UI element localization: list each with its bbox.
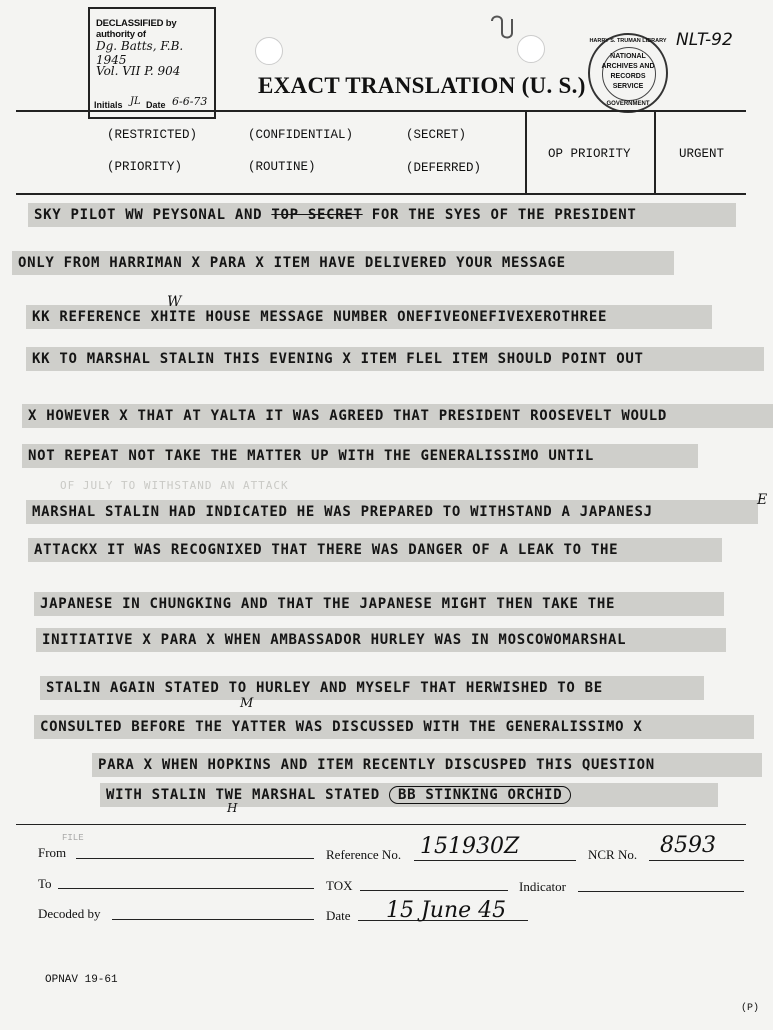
decoded-by-field <box>112 919 314 920</box>
message-line <box>12 251 674 275</box>
tox-field <box>360 890 508 891</box>
message-line-text: INITIATIVE X PARA X WHEN AMBASSADOR HURLEY WAS IN MOSCOWOMARSHAL <box>42 632 627 648</box>
page-mark: (P) <box>741 1003 760 1014</box>
tox-label: TOX <box>326 878 353 893</box>
message-line-text: CONSULTED BEFORE THE YATTER WAS DISCUSSED WITH THE GENERALISSIMO X <box>40 719 643 735</box>
message-line <box>36 628 726 652</box>
correction-w: W <box>167 294 182 310</box>
message-line <box>40 676 704 700</box>
ncr-label: NCR No. <box>588 847 638 862</box>
class-restricted: (RESTRICTED) <box>107 128 198 142</box>
message-line <box>26 500 758 524</box>
stamp-initials-label: Initials <box>94 100 123 110</box>
from-label: From <box>38 845 67 860</box>
indicator-field <box>578 891 744 892</box>
circled-codename: BB STINKING ORCHID <box>389 786 571 804</box>
message-line-text: FOR THE SYES OF THE PRESIDENT <box>362 207 637 223</box>
message-line-text: JAPANESE IN CHUNGKING AND THAT THE JAPANESE MIGHT THEN TAKE THE <box>40 596 616 612</box>
message-line-text: KK TO MARSHAL STALIN THIS EVENING X ITEM FLEL ITEM SHOULD POINT OUT <box>32 351 644 367</box>
message-line <box>92 753 762 777</box>
ncr-value: 8593 <box>660 833 716 858</box>
class-routine: (ROUTINE) <box>248 160 316 174</box>
reference-value: 151930Z <box>420 834 520 859</box>
class-confidential: (CONFIDENTIAL) <box>248 128 354 142</box>
stamp-date-label: Date <box>146 100 166 110</box>
message-line <box>22 404 773 428</box>
seal-ring-top: HARRY S. TRUMAN LIBRARY <box>589 38 667 44</box>
message-line-text: MARSHAL STALIN HAD INDICATED HE WAS PREPARED TO WITHSTAND A JAPANESJ <box>32 504 653 520</box>
decoded-by-label: Decoded by <box>38 906 101 921</box>
reference-code: NLT-92 <box>676 30 733 50</box>
message-line-text: ATTACKX IT WAS RECOGNIXED THAT THERE WAS DANGER OF A LEAK TO THE <box>34 542 619 558</box>
message-line-text: STALIN AGAIN STATED TO HURLEY AND MYSELF THAT HERWISHED TO BE <box>46 680 603 696</box>
from-field <box>76 858 314 859</box>
correction-e: E <box>757 492 768 508</box>
offset-print: OF JULY TO WITHSTAND AN ATTACK <box>60 479 289 492</box>
message-line <box>28 538 722 562</box>
message-line <box>22 444 698 468</box>
seal-ring-bottom: GOVERNMENT <box>606 101 650 107</box>
class-deferred: (DEFERRED) <box>406 161 482 175</box>
footer-rule <box>16 824 746 825</box>
message-line-text: WITH STALIN TWE MARSHAL STATED <box>106 787 389 803</box>
message-line <box>100 783 718 807</box>
message-line <box>26 347 764 371</box>
correction-m: M <box>240 696 254 711</box>
stamp-date-value: 6-6-73 <box>172 95 208 108</box>
message-line <box>34 592 724 616</box>
file-stamp: FILE <box>62 833 84 843</box>
message-line-text: SKY PILOT WW PEYSONAL AND <box>34 207 272 223</box>
message-line-text: PARA X WHEN HOPKINS AND ITEM RECENTLY DISCUSPED THIS QUESTION <box>98 757 655 773</box>
date-label: Date <box>326 908 351 923</box>
class-priority: (PRIORITY) <box>107 160 183 174</box>
class-op-priority: OP PRIORITY <box>548 147 631 161</box>
message-line-text: NOT REPEAT NOT TAKE THE MATTER UP WITH THE GENERALISSIMO UNTIL <box>28 448 594 464</box>
message-line-text: KK REFERENCE XHITE HOUSE MESSAGE NUMBER ONEFIVEONEFIVEXEROTHREE <box>32 309 608 325</box>
message-line-text: ONLY FROM HARRIMAN X PARA X ITEM HAVE DELIVERED YOUR MESSAGE <box>18 255 566 271</box>
correction-h: H <box>227 801 238 815</box>
class-urgent: URGENT <box>679 147 725 161</box>
to-field <box>58 888 314 889</box>
ncr-field-line <box>649 860 744 861</box>
seal-text-bottom: SERVICE <box>612 83 644 90</box>
indicator-label: Indicator <box>519 879 566 894</box>
stamp-initials-value: JL <box>130 96 141 107</box>
stamp-authority-line: Dg. Batts, F.B. 1945 <box>96 39 184 67</box>
message-line <box>28 203 736 227</box>
seal-text-top: NATIONAL <box>610 53 646 60</box>
document-title: EXACT TRANSLATION (U. S.) <box>258 73 586 98</box>
reference-label: Reference No. <box>326 847 402 862</box>
message-line-text: X HOWEVER X THAT AT YALTA IT WAS AGREED THAT PRESIDENT ROOSEVELT WOULD <box>28 408 668 424</box>
stamp-volume-line: Vol. VII P. 904 <box>96 64 181 78</box>
seal-text-mid2: RECORDS <box>610 73 646 80</box>
reference-field-line <box>414 860 576 861</box>
date-value: 15 June 45 <box>386 898 507 923</box>
message-line <box>26 305 712 329</box>
stamp-heading: DECLASSIFIED by authority of <box>96 18 177 40</box>
to-label: To <box>38 876 52 891</box>
seal-text-mid: ARCHIVES AND <box>601 63 655 70</box>
message-line <box>34 715 754 739</box>
class-secret: (SECRET) <box>406 128 467 142</box>
form-id: OPNAV 19-61 <box>45 974 118 986</box>
struck-classification-text: TOP SECRET <box>271 207 363 223</box>
